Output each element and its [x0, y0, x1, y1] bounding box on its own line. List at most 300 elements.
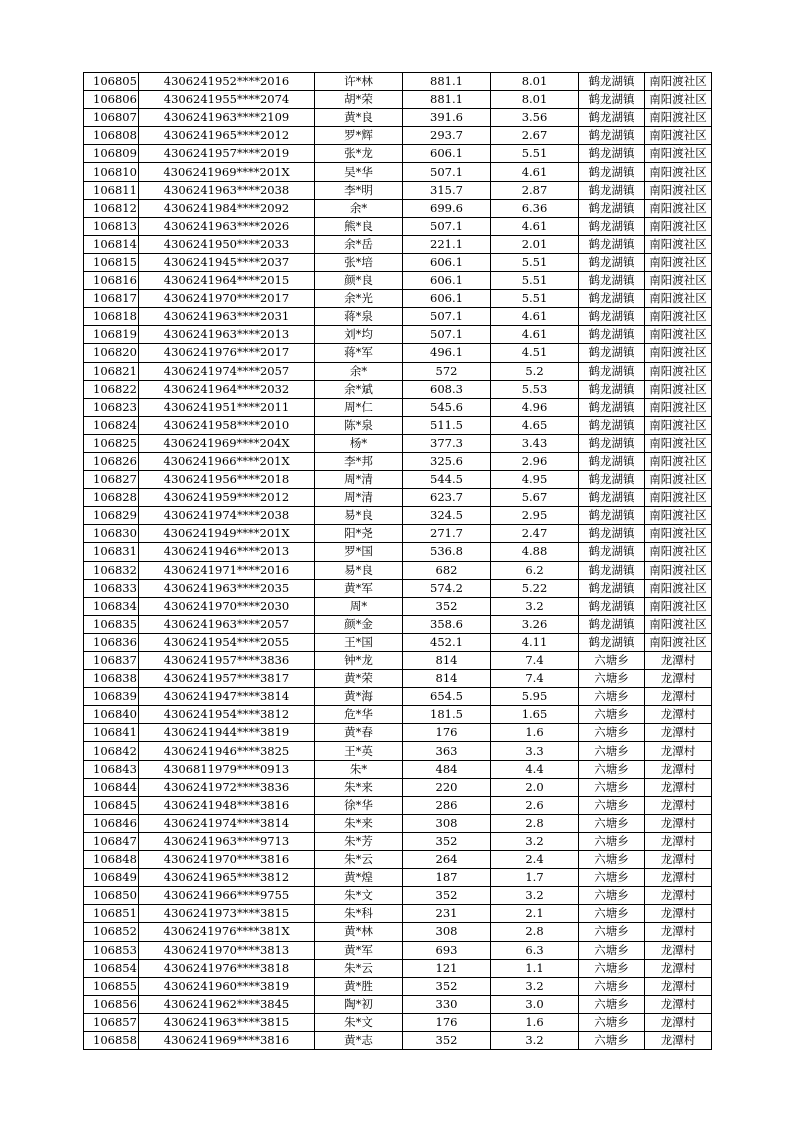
table-row: [84, 796, 712, 814]
village-cell: 南阳渡社区: [645, 145, 712, 163]
name-cell: 陶*初: [315, 995, 403, 1013]
record-id-cell: 106835: [84, 615, 139, 633]
record-id-cell: 106816: [84, 272, 139, 290]
village-cell: 南阳渡社区: [645, 471, 712, 489]
township-cell: 鹤龙湖镇: [579, 633, 645, 651]
id-card-cell: 4306241963****2026: [139, 217, 315, 235]
amount-cell: 4.65: [491, 416, 579, 434]
township-cell: 六塘乡: [579, 778, 645, 796]
id-card-cell: 4306241955****2074: [139, 91, 315, 109]
township-cell: 鹤龙湖镇: [579, 253, 645, 271]
area-cell: 814: [403, 670, 491, 688]
township-cell: 鹤龙湖镇: [579, 272, 645, 290]
area-cell: 536.8: [403, 543, 491, 561]
id-card-cell: 4306241976****3818: [139, 959, 315, 977]
table-row: [84, 887, 712, 905]
village-cell: 南阳渡社区: [645, 344, 712, 362]
record-id-cell: 106841: [84, 724, 139, 742]
village-cell: 龙潭村: [645, 688, 712, 706]
village-cell: 南阳渡社区: [645, 272, 712, 290]
name-cell: 张*龙: [315, 145, 403, 163]
village-cell: 龙潭村: [645, 778, 712, 796]
amount-cell: 3.2: [491, 597, 579, 615]
amount-cell: 5.51: [491, 272, 579, 290]
name-cell: 许*林: [315, 73, 403, 91]
amount-cell: 4.4: [491, 760, 579, 778]
name-cell: 熊*良: [315, 217, 403, 235]
township-cell: 六塘乡: [579, 941, 645, 959]
record-id-cell: 106831: [84, 543, 139, 561]
table-row: [84, 91, 712, 109]
village-cell: 南阳渡社区: [645, 109, 712, 127]
table-row: [84, 525, 712, 543]
amount-cell: 4.61: [491, 217, 579, 235]
name-cell: 朱*芳: [315, 832, 403, 850]
table-row: [84, 869, 712, 887]
name-cell: 余*斌: [315, 380, 403, 398]
village-cell: 龙潭村: [645, 923, 712, 941]
area-cell: 315.7: [403, 181, 491, 199]
name-cell: 周*清: [315, 489, 403, 507]
township-cell: 鹤龙湖镇: [579, 615, 645, 633]
record-id-cell: 106853: [84, 941, 139, 959]
amount-cell: 7.4: [491, 652, 579, 670]
name-cell: 罗*辉: [315, 127, 403, 145]
table-row: [84, 452, 712, 470]
amount-cell: 3.0: [491, 995, 579, 1013]
amount-cell: 5.22: [491, 579, 579, 597]
area-cell: 572: [403, 362, 491, 380]
township-cell: 鹤龙湖镇: [579, 199, 645, 217]
table-row: [84, 579, 712, 597]
id-card-cell: 4306241965****3812: [139, 869, 315, 887]
id-card-cell: 4306241964****2015: [139, 272, 315, 290]
area-cell: 452.1: [403, 633, 491, 651]
id-card-cell: 4306241970****2030: [139, 597, 315, 615]
township-cell: 六塘乡: [579, 796, 645, 814]
id-card-cell: 4306241966****9755: [139, 887, 315, 905]
record-id-cell: 106852: [84, 923, 139, 941]
record-id-cell: 106851: [84, 905, 139, 923]
area-cell: 231: [403, 905, 491, 923]
record-id-cell: 106845: [84, 796, 139, 814]
id-card-cell: 4306811979****0913: [139, 760, 315, 778]
village-cell: 龙潭村: [645, 1031, 712, 1049]
area-cell: 507.1: [403, 163, 491, 181]
area-cell: 221.1: [403, 235, 491, 253]
id-card-cell: 4306241952****2016: [139, 73, 315, 91]
area-cell: 606.1: [403, 253, 491, 271]
id-card-cell: 4306241963****3815: [139, 1013, 315, 1031]
township-cell: 六塘乡: [579, 706, 645, 724]
record-id-cell: 106833: [84, 579, 139, 597]
name-cell: 朱*文: [315, 1013, 403, 1031]
amount-cell: 2.6: [491, 796, 579, 814]
table-row: [84, 995, 712, 1013]
village-cell: 南阳渡社区: [645, 452, 712, 470]
amount-cell: 1.65: [491, 706, 579, 724]
area-cell: 511.5: [403, 416, 491, 434]
table-body: [84, 73, 712, 1050]
village-cell: 南阳渡社区: [645, 489, 712, 507]
name-cell: 朱*云: [315, 851, 403, 869]
area-cell: 606.1: [403, 290, 491, 308]
village-cell: 南阳渡社区: [645, 199, 712, 217]
table-row: [84, 434, 712, 452]
name-cell: 周*清: [315, 471, 403, 489]
township-cell: 六塘乡: [579, 814, 645, 832]
area-cell: 377.3: [403, 434, 491, 452]
table-row: [84, 253, 712, 271]
amount-cell: 2.47: [491, 525, 579, 543]
record-id-cell: 106817: [84, 290, 139, 308]
township-cell: 鹤龙湖镇: [579, 543, 645, 561]
id-card-cell: 4306241958****2010: [139, 416, 315, 434]
table-row: [84, 217, 712, 235]
village-cell: 龙潭村: [645, 905, 712, 923]
village-cell: 南阳渡社区: [645, 326, 712, 344]
amount-cell: 2.0: [491, 778, 579, 796]
id-card-cell: 4306241963****2057: [139, 615, 315, 633]
village-cell: 南阳渡社区: [645, 253, 712, 271]
area-cell: 606.1: [403, 272, 491, 290]
village-cell: 龙潭村: [645, 869, 712, 887]
amount-cell: 2.8: [491, 923, 579, 941]
village-cell: 南阳渡社区: [645, 217, 712, 235]
area-cell: 484: [403, 760, 491, 778]
amount-cell: 3.3: [491, 742, 579, 760]
township-cell: 六塘乡: [579, 977, 645, 995]
table-row: [84, 851, 712, 869]
name-cell: 黄*胜: [315, 977, 403, 995]
township-cell: 鹤龙湖镇: [579, 471, 645, 489]
township-cell: 鹤龙湖镇: [579, 579, 645, 597]
name-cell: 朱*来: [315, 778, 403, 796]
village-cell: 南阳渡社区: [645, 380, 712, 398]
township-cell: 六塘乡: [579, 887, 645, 905]
township-cell: 六塘乡: [579, 869, 645, 887]
area-cell: 324.5: [403, 507, 491, 525]
township-cell: 鹤龙湖镇: [579, 163, 645, 181]
amount-cell: 5.53: [491, 380, 579, 398]
area-cell: 187: [403, 869, 491, 887]
name-cell: 吴*华: [315, 163, 403, 181]
table-row: [84, 633, 712, 651]
table-row: [84, 344, 712, 362]
village-cell: 南阳渡社区: [645, 235, 712, 253]
table-row: [84, 670, 712, 688]
name-cell: 黄*煌: [315, 869, 403, 887]
name-cell: 黄*荣: [315, 670, 403, 688]
township-cell: 鹤龙湖镇: [579, 308, 645, 326]
village-cell: 龙潭村: [645, 977, 712, 995]
village-cell: 龙潭村: [645, 995, 712, 1013]
village-cell: 南阳渡社区: [645, 181, 712, 199]
record-id-cell: 106837: [84, 652, 139, 670]
village-cell: 龙潭村: [645, 724, 712, 742]
village-cell: 南阳渡社区: [645, 507, 712, 525]
id-card-cell: 4306241974****2057: [139, 362, 315, 380]
township-cell: 鹤龙湖镇: [579, 145, 645, 163]
table-row: [84, 181, 712, 199]
table-row: [84, 73, 712, 91]
amount-cell: 2.1: [491, 905, 579, 923]
area-cell: 654.5: [403, 688, 491, 706]
village-cell: 南阳渡社区: [645, 525, 712, 543]
area-cell: 814: [403, 652, 491, 670]
area-cell: 881.1: [403, 73, 491, 91]
id-card-cell: 4306241963****2013: [139, 326, 315, 344]
amount-cell: 6.2: [491, 561, 579, 579]
township-cell: 六塘乡: [579, 1031, 645, 1049]
area-cell: 608.3: [403, 380, 491, 398]
id-card-cell: 4306241966****201X: [139, 452, 315, 470]
village-cell: 南阳渡社区: [645, 308, 712, 326]
area-cell: 496.1: [403, 344, 491, 362]
table-row: [84, 724, 712, 742]
area-cell: 264: [403, 851, 491, 869]
id-card-cell: 4306241950****2033: [139, 235, 315, 253]
record-id-cell: 106806: [84, 91, 139, 109]
id-card-cell: 4306241954****2055: [139, 633, 315, 651]
id-card-cell: 4306241976****381X: [139, 923, 315, 941]
record-id-cell: 106843: [84, 760, 139, 778]
village-cell: 南阳渡社区: [645, 163, 712, 181]
id-card-cell: 4306241963****2038: [139, 181, 315, 199]
data-table: [83, 72, 712, 1050]
name-cell: 黄*林: [315, 923, 403, 941]
table-row: [84, 326, 712, 344]
township-cell: 鹤龙湖镇: [579, 91, 645, 109]
area-cell: 286: [403, 796, 491, 814]
id-card-cell: 4306241957****3836: [139, 652, 315, 670]
area-cell: 220: [403, 778, 491, 796]
record-id-cell: 106857: [84, 1013, 139, 1031]
name-cell: 朱*文: [315, 887, 403, 905]
area-cell: 176: [403, 1013, 491, 1031]
township-cell: 六塘乡: [579, 1013, 645, 1031]
name-cell: 张*培: [315, 253, 403, 271]
area-cell: 352: [403, 887, 491, 905]
table-row: [84, 977, 712, 995]
record-id-cell: 106834: [84, 597, 139, 615]
village-cell: 龙潭村: [645, 796, 712, 814]
township-cell: 六塘乡: [579, 959, 645, 977]
name-cell: 刘*均: [315, 326, 403, 344]
table-row: [84, 127, 712, 145]
amount-cell: 4.61: [491, 163, 579, 181]
record-id-cell: 106814: [84, 235, 139, 253]
table-row: [84, 543, 712, 561]
table-row: [84, 199, 712, 217]
table-row: [84, 706, 712, 724]
area-cell: 693: [403, 941, 491, 959]
township-cell: 鹤龙湖镇: [579, 290, 645, 308]
village-cell: 南阳渡社区: [645, 73, 712, 91]
amount-cell: 4.51: [491, 344, 579, 362]
amount-cell: 5.2: [491, 362, 579, 380]
id-card-cell: 4306241970****2017: [139, 290, 315, 308]
name-cell: 周*仁: [315, 398, 403, 416]
township-cell: 鹤龙湖镇: [579, 416, 645, 434]
id-card-cell: 4306241948****3816: [139, 796, 315, 814]
area-cell: 352: [403, 1031, 491, 1049]
table-row: [84, 163, 712, 181]
township-cell: 六塘乡: [579, 652, 645, 670]
name-cell: 黄*良: [315, 109, 403, 127]
record-id-cell: 106858: [84, 1031, 139, 1049]
record-id-cell: 106810: [84, 163, 139, 181]
table-row: [84, 471, 712, 489]
amount-cell: 1.1: [491, 959, 579, 977]
village-cell: 龙潭村: [645, 832, 712, 850]
area-cell: 507.1: [403, 326, 491, 344]
table-row: [84, 688, 712, 706]
table-row: [84, 778, 712, 796]
amount-cell: 3.2: [491, 887, 579, 905]
record-id-cell: 106819: [84, 326, 139, 344]
id-card-cell: 4306241945****2037: [139, 253, 315, 271]
township-cell: 鹤龙湖镇: [579, 73, 645, 91]
amount-cell: 1.7: [491, 869, 579, 887]
amount-cell: 5.95: [491, 688, 579, 706]
record-id-cell: 106827: [84, 471, 139, 489]
record-id-cell: 106828: [84, 489, 139, 507]
table-row: [84, 109, 712, 127]
id-card-cell: 4306241946****2013: [139, 543, 315, 561]
record-id-cell: 106844: [84, 778, 139, 796]
township-cell: 六塘乡: [579, 688, 645, 706]
table-row: [84, 923, 712, 941]
village-cell: 龙潭村: [645, 941, 712, 959]
name-cell: 徐*华: [315, 796, 403, 814]
area-cell: 544.5: [403, 471, 491, 489]
id-card-cell: 4306241947****3814: [139, 688, 315, 706]
table-row: [84, 905, 712, 923]
name-cell: 黄*春: [315, 724, 403, 742]
area-cell: 325.6: [403, 452, 491, 470]
name-cell: 胡*荣: [315, 91, 403, 109]
table-row: [84, 814, 712, 832]
record-id-cell: 106807: [84, 109, 139, 127]
village-cell: 龙潭村: [645, 652, 712, 670]
township-cell: 鹤龙湖镇: [579, 452, 645, 470]
name-cell: 余*: [315, 199, 403, 217]
table-row: [84, 362, 712, 380]
township-cell: 六塘乡: [579, 851, 645, 869]
table-row: [84, 1031, 712, 1049]
record-id-cell: 106829: [84, 507, 139, 525]
township-cell: 鹤龙湖镇: [579, 326, 645, 344]
village-cell: 南阳渡社区: [645, 127, 712, 145]
id-card-cell: 4306241972****3836: [139, 778, 315, 796]
amount-cell: 2.96: [491, 452, 579, 470]
name-cell: 朱*: [315, 760, 403, 778]
township-cell: 鹤龙湖镇: [579, 398, 645, 416]
area-cell: 176: [403, 724, 491, 742]
name-cell: 黄*军: [315, 941, 403, 959]
id-card-cell: 4306241944****3819: [139, 724, 315, 742]
record-id-cell: 106811: [84, 181, 139, 199]
township-cell: 鹤龙湖镇: [579, 217, 645, 235]
table-row: [84, 416, 712, 434]
table-row: [84, 380, 712, 398]
record-id-cell: 106855: [84, 977, 139, 995]
township-cell: 六塘乡: [579, 995, 645, 1013]
amount-cell: 1.6: [491, 1013, 579, 1031]
record-id-cell: 106836: [84, 633, 139, 651]
village-cell: 龙潭村: [645, 887, 712, 905]
village-cell: 南阳渡社区: [645, 597, 712, 615]
township-cell: 鹤龙湖镇: [579, 507, 645, 525]
amount-cell: 3.43: [491, 434, 579, 452]
id-card-cell: 4306241956****2018: [139, 471, 315, 489]
area-cell: 391.6: [403, 109, 491, 127]
name-cell: 颜*金: [315, 615, 403, 633]
record-id-cell: 106854: [84, 959, 139, 977]
id-card-cell: 4306241957****3817: [139, 670, 315, 688]
township-cell: 六塘乡: [579, 832, 645, 850]
name-cell: 阳*尧: [315, 525, 403, 543]
area-cell: 606.1: [403, 145, 491, 163]
record-id-cell: 106812: [84, 199, 139, 217]
amount-cell: 3.2: [491, 832, 579, 850]
record-id-cell: 106840: [84, 706, 139, 724]
area-cell: 352: [403, 597, 491, 615]
table-row: [84, 398, 712, 416]
id-card-cell: 4306241963****2109: [139, 109, 315, 127]
village-cell: 南阳渡社区: [645, 91, 712, 109]
amount-cell: 4.96: [491, 398, 579, 416]
amount-cell: 5.51: [491, 145, 579, 163]
name-cell: 周*: [315, 597, 403, 615]
record-id-cell: 106805: [84, 73, 139, 91]
village-cell: 南阳渡社区: [645, 434, 712, 452]
amount-cell: 2.95: [491, 507, 579, 525]
id-card-cell: 4306241962****3845: [139, 995, 315, 1013]
area-cell: 352: [403, 832, 491, 850]
id-card-cell: 4306241974****3814: [139, 814, 315, 832]
area-cell: 363: [403, 742, 491, 760]
record-id-cell: 106815: [84, 253, 139, 271]
name-cell: 罗*国: [315, 543, 403, 561]
record-id-cell: 106839: [84, 688, 139, 706]
amount-cell: 5.51: [491, 290, 579, 308]
area-cell: 623.7: [403, 489, 491, 507]
record-id-cell: 106824: [84, 416, 139, 434]
id-card-cell: 4306241949****201X: [139, 525, 315, 543]
id-card-cell: 4306241969****3816: [139, 1031, 315, 1049]
record-id-cell: 106826: [84, 452, 139, 470]
amount-cell: 3.56: [491, 109, 579, 127]
table-row: [84, 235, 712, 253]
record-id-cell: 106808: [84, 127, 139, 145]
table-row: [84, 272, 712, 290]
name-cell: 王*英: [315, 742, 403, 760]
village-cell: 南阳渡社区: [645, 561, 712, 579]
amount-cell: 5.51: [491, 253, 579, 271]
table-row: [84, 959, 712, 977]
table-row: [84, 308, 712, 326]
table-row: [84, 615, 712, 633]
area-cell: 699.6: [403, 199, 491, 217]
id-card-cell: 4306241960****3819: [139, 977, 315, 995]
name-cell: 易*良: [315, 507, 403, 525]
table-row: [84, 760, 712, 778]
amount-cell: 2.67: [491, 127, 579, 145]
name-cell: 王*国: [315, 633, 403, 651]
name-cell: 李*邦: [315, 452, 403, 470]
